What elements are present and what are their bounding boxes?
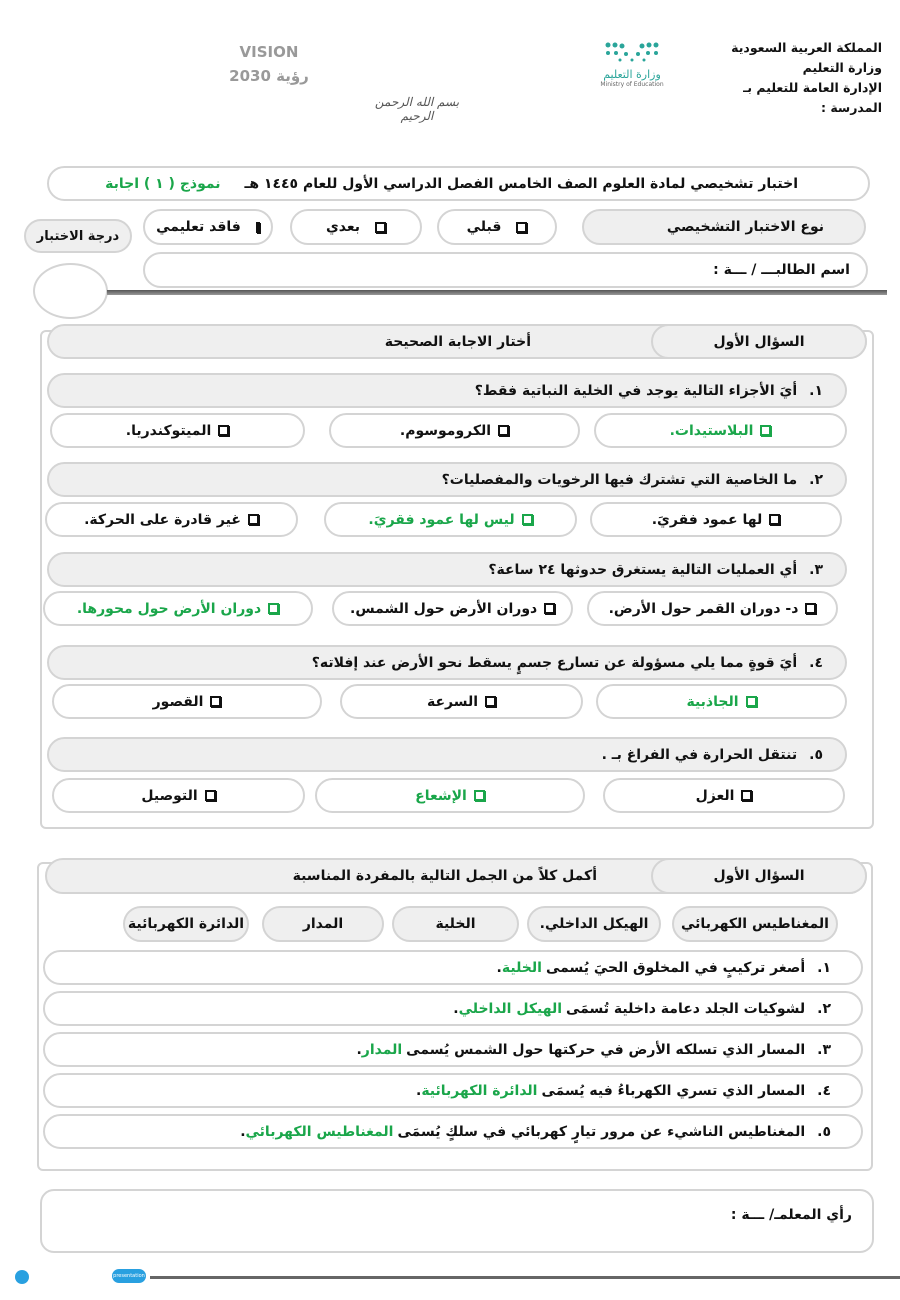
answer-option[interactable] (52, 684, 322, 719)
basmala: بسم الله الرحمن الرحيم (374, 95, 460, 123)
question-text: أيَ الأجزاء التالية يوجد في الخلية النباتية فقط؟ (474, 382, 798, 399)
checkbox-icon[interactable] (769, 514, 780, 525)
word-bank-item: المغناطيس الكهربائي (672, 906, 838, 942)
answer-option[interactable] (340, 684, 583, 719)
test-grade-label: درجة الاختبار (24, 219, 132, 253)
answer-option[interactable] (594, 413, 847, 448)
sentence-end: . (496, 959, 502, 976)
exam-title (47, 166, 870, 201)
checkbox-icon[interactable] (760, 425, 771, 436)
option-label: بعدي (325, 219, 361, 235)
sentence-4 (43, 1073, 863, 1108)
grade-circle (33, 263, 108, 319)
checkbox-icon[interactable] (498, 425, 509, 436)
answer-option[interactable] (603, 778, 845, 813)
sentence-number: ٥. (817, 1123, 831, 1140)
checkbox-icon[interactable] (741, 790, 752, 801)
option-label: الجاذبية (686, 693, 739, 710)
sentence-text: المسار الذي تسري الكهرباءُ فيه يُسمَى (541, 1082, 806, 1099)
answer-option[interactable] (596, 684, 847, 719)
checkbox-icon[interactable] (746, 696, 757, 707)
teacher-opinion-label: رأي المعلمـ/ ـــة : (730, 1207, 852, 1223)
checkbox-icon[interactable] (375, 222, 386, 233)
checkbox-icon[interactable] (516, 222, 527, 233)
section2-tab: السؤال الأول (651, 858, 867, 894)
answer-option[interactable] (332, 591, 573, 626)
question-number: ٣. (809, 561, 823, 578)
checkbox-icon[interactable] (544, 603, 555, 614)
sentence-answer: المغناطيس الكهربائي (245, 1123, 394, 1140)
answer-option[interactable] (329, 413, 580, 448)
student-name-label: اسم الطالبـــ / ـــة : (713, 262, 850, 278)
question-number: ٥. (809, 746, 823, 763)
sentence-number: ٣. (817, 1041, 831, 1058)
divider (107, 290, 887, 295)
answer-option[interactable] (52, 778, 305, 813)
answer-option[interactable] (50, 413, 305, 448)
sentence-text: المسار الذي تسلكه الأرض في حركتها حول الشمس يُسمى (406, 1041, 806, 1058)
option-label: التوصيل (141, 787, 198, 804)
option-label: الإشعاع (415, 787, 467, 804)
answer-option[interactable] (324, 502, 577, 537)
question-2 (47, 462, 847, 497)
option-label: قبلي (466, 219, 502, 235)
test-type-label: نوع الاختبار التشخيصي (582, 209, 866, 245)
option-label: العزل (695, 787, 735, 804)
sentence-end: . (415, 1082, 422, 1099)
sentence-number: ٢. (817, 1000, 831, 1017)
question-3 (47, 552, 847, 587)
option-label: د- دوران القمر حول الأرض. (608, 600, 799, 617)
question-text: أيَ قوةٍ مما يلي مسؤولة عن تسارع جسمٍ يسقط نحو الأرض عند إفلاته؟ (311, 654, 798, 671)
word-bank-item: الدائرة الكهربائية (123, 906, 249, 942)
option-label: البلاستيدات. (669, 422, 754, 439)
header-line: المملكة العربية السعودية (731, 40, 882, 55)
sentence-end: . (240, 1123, 246, 1140)
checkbox-icon[interactable] (268, 603, 279, 614)
footer-line (150, 1276, 900, 1279)
option-label: غير قادرة على الحركة. (84, 511, 241, 528)
question-text: تنتقل الحرارة في الفراغ بـ . (601, 746, 798, 763)
test-type-option-pre[interactable] (437, 209, 557, 245)
moe-logo-en: Ministry of Education (600, 81, 664, 88)
sentence-text: أصغر تركيبٍ في المخلوق الحيَ يُسمى (545, 959, 806, 976)
option-label: دوران الأرض حول محورها. (76, 600, 262, 617)
sentence-answer: الخلية (501, 959, 542, 976)
option-label: ليس لها عمود فقريَ. (368, 511, 515, 528)
teacher-opinion-field[interactable] (40, 1189, 874, 1253)
option-label: لها عمود فقريَ. (651, 511, 763, 528)
option-label: القصور (152, 693, 204, 710)
section2-header (45, 858, 867, 894)
checkbox-icon[interactable] (205, 790, 216, 801)
header-line: الإدارة العامة للتعليم بـ (743, 80, 882, 95)
vision-2030-logo: VISION رؤية 2030 (229, 43, 309, 85)
question-4 (47, 645, 847, 680)
exam-title-text: اختبار تشخيصي لمادة العلوم الصف الخامس الفصل الدراسي الأول للعام ١٤٤٥ هـ (244, 175, 798, 192)
section1-instruction: أختار الاجابة الصحيحة (384, 333, 531, 350)
model-label: نموذج ( ١ ) اجابة (105, 175, 221, 192)
answer-option[interactable] (43, 591, 313, 626)
sentence-end: . (453, 1000, 459, 1017)
question-1 (47, 373, 847, 408)
student-name-field[interactable] (143, 252, 868, 288)
checkbox-icon[interactable] (248, 514, 259, 525)
telegram-icon[interactable] (15, 1270, 29, 1284)
sentence-end: . (356, 1041, 362, 1058)
answer-option[interactable] (587, 591, 838, 626)
question-5 (47, 737, 847, 772)
checkbox-icon[interactable] (218, 425, 229, 436)
word-bank-item: الخلية (392, 906, 519, 942)
section1-header (47, 324, 867, 359)
sentence-answer: المدار (361, 1041, 403, 1058)
sentence-answer: الهيكل الداخلي (458, 1000, 562, 1017)
ministry-header (712, 38, 882, 118)
question-number: ١. (809, 382, 823, 399)
moe-logo-text: وزارة التعليم (603, 68, 661, 81)
word-bank-item: المدار (262, 906, 384, 942)
header-line: المدرسة : (821, 100, 882, 115)
sentence-3 (43, 1032, 863, 1067)
sentence-1 (43, 950, 863, 985)
question-number: ٢. (809, 471, 823, 488)
answer-option[interactable] (315, 778, 585, 813)
question-number: ٤. (809, 654, 823, 671)
option-label: فاقد تعليمي (156, 219, 241, 235)
header-line: وزارة التعليم (802, 60, 882, 75)
checkbox-icon[interactable] (805, 603, 816, 614)
moe-dots-icon (602, 40, 662, 64)
sentence-2 (43, 991, 863, 1026)
word-bank-item: الهيكل الداخلي. (527, 906, 661, 942)
checkbox-icon[interactable] (485, 696, 496, 707)
sentence-5 (43, 1114, 863, 1149)
sentence-number: ٤. (817, 1082, 831, 1099)
checkbox-icon[interactable] (522, 514, 533, 525)
question-text: أي العمليات التالية يستغرق حدوثها ٢٤ ساعة؟ (488, 561, 798, 578)
section2-instruction: أكمل كلاً من الجمل التالية بالمفردة المناسبة (292, 868, 597, 884)
answer-option[interactable] (45, 502, 298, 537)
presentation-badge: presentation (112, 1269, 146, 1283)
sentence-text: لشوكيات الجلد دعامة داخلية تُسمَى (566, 1000, 806, 1017)
sentence-answer: الدائرة الكهربائية (421, 1082, 538, 1099)
section1-tab: السؤال الأول (651, 324, 867, 359)
sentence-number: ١. (817, 959, 831, 976)
checkbox-icon[interactable] (474, 790, 485, 801)
test-type-option-loss[interactable] (143, 209, 273, 245)
moe-logo (586, 40, 678, 95)
checkbox-icon[interactable] (256, 222, 260, 233)
answer-option[interactable] (590, 502, 842, 537)
option-label: الميتوكندريا. (125, 422, 212, 439)
option-label: دوران الأرض حول الشمس. (350, 600, 538, 617)
option-label: الكروموسوم. (399, 422, 492, 439)
checkbox-icon[interactable] (210, 696, 221, 707)
option-label: السرعة (426, 693, 479, 710)
test-type-option-post[interactable] (290, 209, 422, 245)
question-text: ما الخاصية التي تشترك فيها الرخويات والمفصليات؟ (441, 471, 798, 488)
sentence-text: المغناطيس الناشيء عن مرور تيارٍ كهربائي في سلكٍ يُسمَى (397, 1123, 806, 1140)
